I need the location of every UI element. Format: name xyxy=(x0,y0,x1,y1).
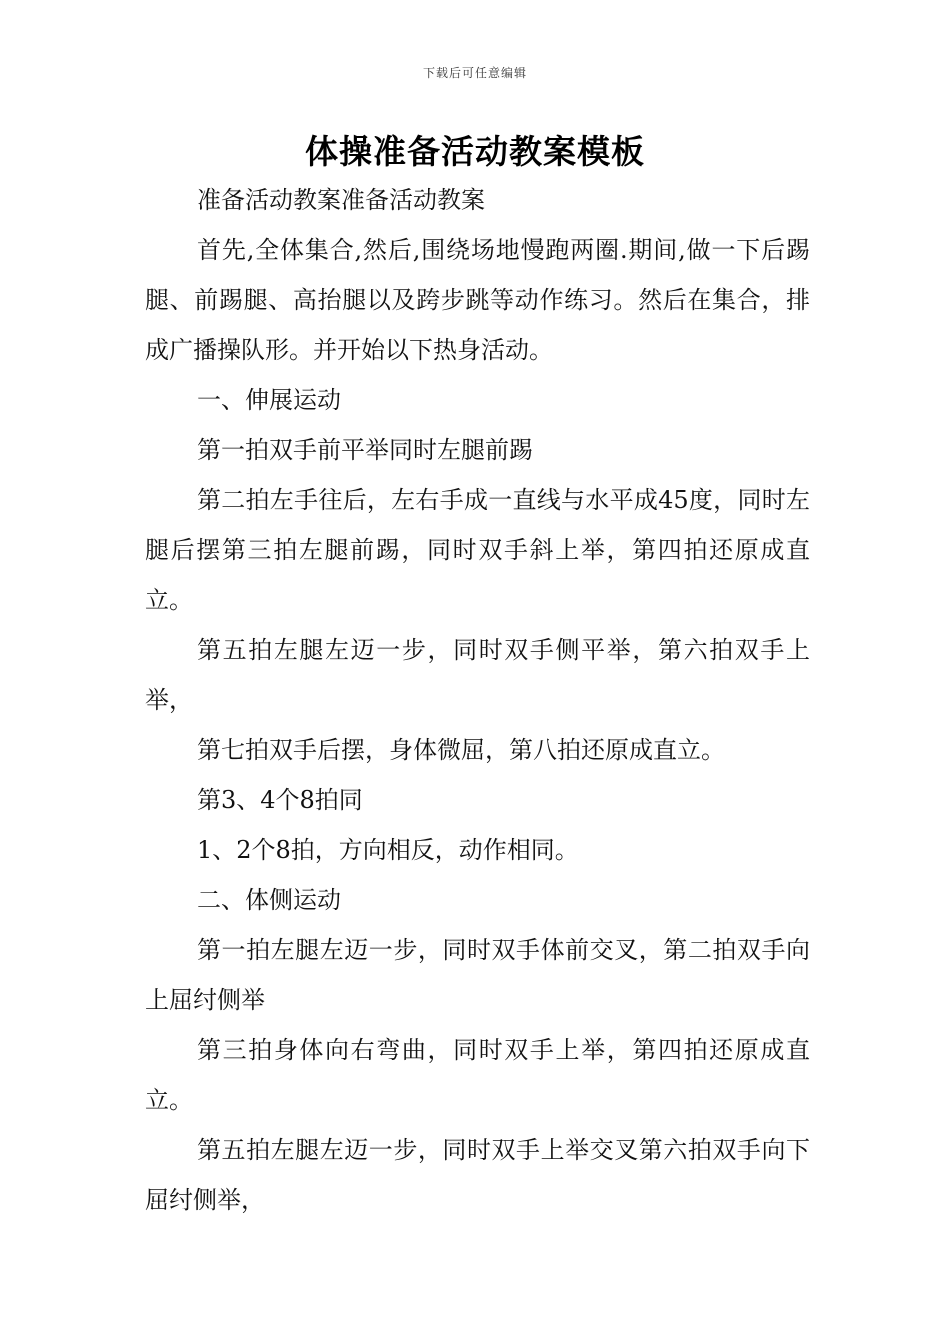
paragraph: 第五拍左腿左迈一步，同时双手侧平举，第六拍双手上举， xyxy=(145,636,810,714)
paragraph: 1、2个8拍，方向相反，动作相同。 xyxy=(197,836,579,864)
paragraph: 第二拍左手往后，左右手成一直线与水平成45度，同时左腿后摆第三拍左腿前踢，同时双手斜上举，第四拍还原成直立。 xyxy=(145,486,810,614)
paragraph: 首先,全体集合,然后,围绕场地慢跑两圈.期间,做一下后踢腿、前踢腿、高抬腿以及跨步跳等动作练习。然后在集合，排成广播操队形。并开始以下热身活动。 xyxy=(145,236,810,364)
paragraph: 准备活动教案准备活动教案 xyxy=(197,186,485,214)
paragraph: 第一拍左腿左迈一步，同时双手体前交叉，第二拍双手向上屈纣侧举 xyxy=(145,936,810,1014)
section-heading: 一、伸展运动 xyxy=(197,386,341,414)
section-heading: 二、体侧运动 xyxy=(197,886,341,914)
paragraph: 第五拍左腿左迈一步，同时双手上举交叉第六拍双手向下屈纣侧举， xyxy=(145,1136,810,1214)
document-body xyxy=(145,175,810,1225)
header-note: 下载后可任意编辑 xyxy=(422,66,527,80)
paragraph: 第3、4个8拍同 xyxy=(197,786,363,814)
page-title: 体操准备活动教案模板 xyxy=(305,132,645,171)
paragraph: 第三拍身体向右弯曲，同时双手上举，第四拍还原成直立。 xyxy=(145,1036,810,1114)
paragraph: 第七拍双手后摆，身体微屈，第八拍还原成直立。 xyxy=(197,736,725,764)
paragraph: 第一拍双手前平举同时左腿前踢 xyxy=(197,436,533,464)
